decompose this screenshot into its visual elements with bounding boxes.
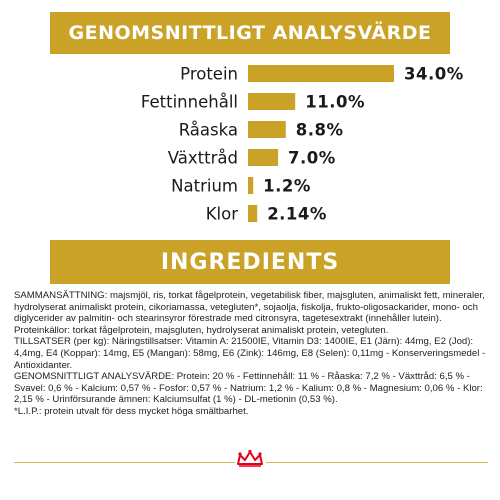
analysis-paragraph: GENOMSNITTLIGT ANALYSVÄRDE: Protein: 20 % - Fettinnehåll: 11 % - Råaska: 7,2 % - Växttråd: 6,5 % - Svavel: 0,6 % - Kalcium: 0,57 % - Fosfor: 0,57 % - Natrium: 1,2 % - Kalium: 0,8 % - Magnesium: 0,06 % - Klor: 2,15 % - Urinförsurande ämnen: Kalciumsulfat (1 %) - DL-metionin (0,53 %).	[14, 371, 483, 406]
footer-rule-right	[266, 462, 488, 463]
value-label: 7.0%	[288, 148, 336, 168]
category-label: Natrium	[171, 176, 238, 196]
value-label: 2.14%	[267, 204, 327, 224]
analysis-chart	[0, 55, 500, 225]
value-label: 1.2%	[263, 176, 311, 196]
royal-crown-icon	[236, 449, 264, 467]
analysis-banner	[50, 12, 450, 54]
ingredients-banner	[50, 240, 450, 284]
ingredients-text	[14, 290, 488, 418]
category-label: Klor	[205, 204, 238, 224]
category-label: Fettinnehåll	[140, 92, 238, 112]
bar	[248, 149, 278, 166]
bar	[248, 65, 394, 82]
bar	[248, 205, 257, 222]
category-label: Protein	[180, 64, 238, 84]
value-label: 34.0%	[404, 64, 464, 84]
bar	[248, 121, 286, 138]
bar	[248, 177, 253, 194]
value-label: 11.0%	[305, 92, 365, 112]
footer-rule-left	[14, 462, 235, 463]
footnote-paragraph: *L.I.P.: protein utvalt för dess mycket höga smältbarhet.	[14, 405, 249, 417]
ingredients-banner-title: INGREDIENTS	[160, 249, 340, 275]
composition-paragraph: SAMMANSÄTTNING: majsmjöl, ris, torkat fågelprotein, vegetabilisk fiber, majsgluten, animaliskt fett, mineraler, hydrolyserat animaliskt protein, cikoriamassa, vetegluten*, sojaolja, fiskolja, frukto-oligosackarider, mono- och diglycerider av palmitin- och stearinsyror förestrade med citronsyra, tagetesextrakt (innehåller lutein). Proteinkällor: torkat fågelprotein, majsgluten, hydrolyserat animaliskt protein, vetegluten.	[14, 290, 485, 336]
analysis-banner-title: GENOMSNITTLIGT ANALYSVÄRDE	[68, 22, 432, 44]
category-label: Växttråd	[167, 148, 238, 168]
bar	[248, 93, 295, 110]
additives-paragraph: TILLSATSER (per kg): Näringstillsatser: Vitamin A: 21500IE, Vitamin D3: 1400IE, E1 (Järn): 44mg, E2 (Jod): 4,4mg, E4 (Koppar): 14mg, E5 (Mangan): 58mg, E6 (Zink): 146mg, E8 (Selen): 0,11mg - Konserveringsmedel - Antioxidanter.	[14, 336, 486, 371]
category-label: Råaska	[178, 120, 238, 140]
value-label: 8.8%	[295, 120, 344, 140]
